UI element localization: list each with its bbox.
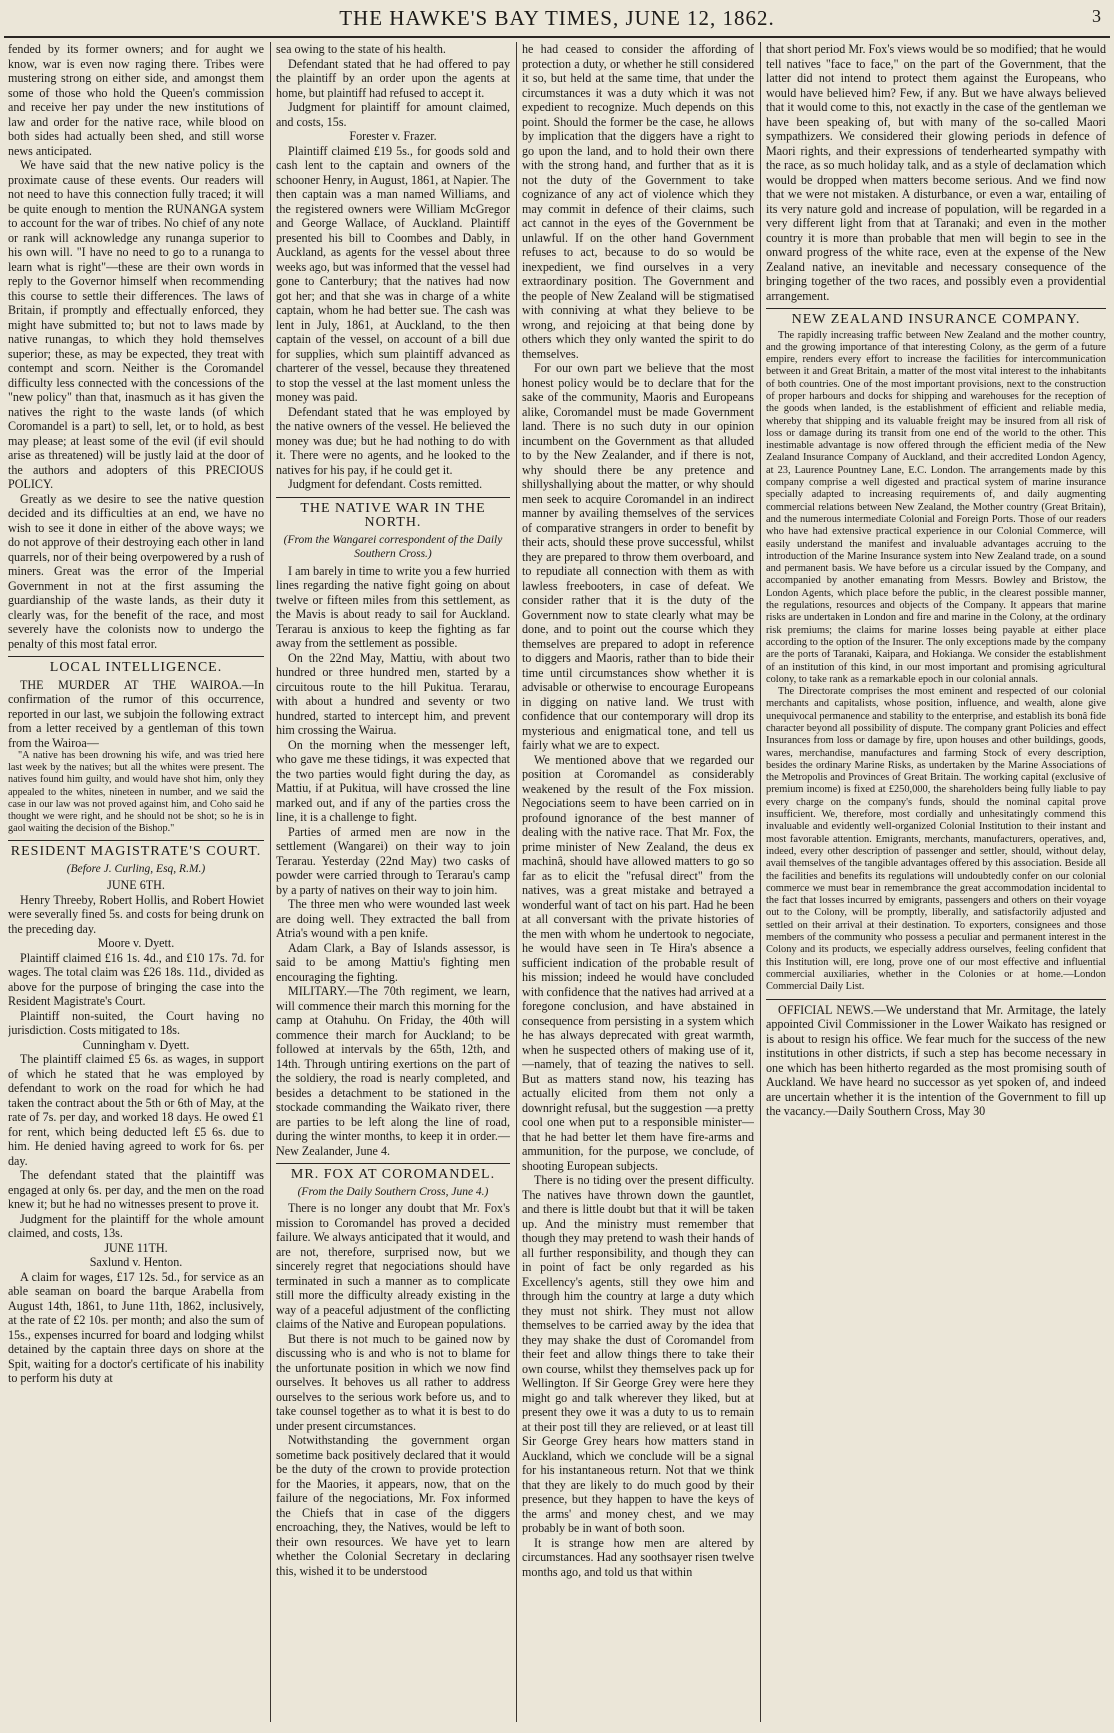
column-divider: [516, 42, 517, 1722]
column-2: [276, 42, 510, 1722]
paragraph: There is no longer any doubt that Mr. Fox's mission to Coromandel has proved a decided failure. We always anticipated that it would, and are not, therefore, surprised now, but we sincerely regret that negociations should have terminated in such a manner as to complicate still more the difficulty already existing in the way of a peaceful adjustment of the conflicting claims of the Native and European populations.: [276, 1201, 510, 1331]
article-divider: [8, 840, 264, 841]
column-divider: [760, 42, 761, 1722]
paragraph: Plaintiff non-suited, the Court having no jurisdiction. Costs mitigated to 18s.: [8, 1008, 264, 1038]
paragraph: Parties of armed men are now in the settlement (Wangarei) on their way to join Terarau. Yesterday (22nd May) two casks of powder were carried through to Terarau's camp by a party of natives on their way to join him.: [276, 824, 510, 897]
article-source-line: (From the Wangarei correspondent of the Daily Southern Cross.): [283, 533, 503, 560]
paragraph: On the morning when the messenger left, who gave me these tidings, it was expected that the two parties would fight during the day, as Mattiu, if at Pukitua, will have crossed the line marked out, and if any of the parties cross the line, it is a challenge to fight.: [276, 737, 510, 824]
paragraph: The Directorate comprises the most eminent and respected of our colonial merchants and capitalists, whose position, influence, and wealth, alone give unequivocal permanence and stability to the enterprise, and establish its bonâ fide character beyond all possibility of dispute. The company grant Policies and effect Insurances from loss or damage by fire, upon houses and other buildings, goods, wares, merchandise, manufactures and farming Stock of every description, besides the ordinary Marine Risks, as undertaken by the Marine Associations of the Metropolis and Provinces of Great Britain. The working capital (exclusive of premium income) is fixed at £250,000, the shareholders being fully liable to pay every charge on the company's funds, should the nominal capital prove insufficient. We, therefore, most cordially and unhesitatingly commend this invaluable and evidently well-organized Colonial Institution to their instant and most favorable attention. Emigrants, merchants, manufacturers, operatives, and, indeed, every other description of passenger and settler, should, without delay, avail themselves of the tangible advantages offered by this association. Beside all the facilities and benefits its regulations will undoubtedly confer on our colonial commerce we must bear in remembrance the great accommodation incidental to the fact that losses incurred by emigrants, passengers and others on their voyage out to the Colony, will be promptly, liberally, and satisfactorily adjusted and settled on their arrival at their destination. To exporters, consignees and those members of the community who possess a peculiar and permanent interest in the Colony and its products, we especially address ourselves, feeling confident that this Institution will, ere long, prove one of our most effective and influential commercial auxiliaries, whether in the Colonies or at home.—London Commercial Daily List.: [766, 686, 1106, 993]
column-1: [8, 42, 264, 1722]
article-divider: [8, 656, 264, 657]
paragraph: It is strange how men are altered by circumstances. Had any soothsayer risen twelve months ago, and told us that within: [522, 1535, 754, 1579]
column-4: [766, 42, 1106, 1722]
case-heading: Moore v. Dyett.: [97, 936, 175, 951]
paragraph: The rapidly increasing traffic between New Zealand and the mother country, and the growing importance of that interesting Colony, as the germ of a future empire, renders every effort to increase the facilities for intercommunication between it and Great Britain, a matter of the most vital interest to the inhabitants of both countries. One of the most important provisions, next to the construction of proper harbours and docks for shipping and warehouses for the reception of the goods when landed, is the establishment of efficient and reliable media, whereby that shipping and its valuable freight may be insured from all risk of loss or damage during its transit from one end of the world to the other. This inestimable advantage is now offered through the efficient media of the New Zealand Insurance Company of Auckland, and their accredited London Agency, at 23, Laurence Pountney Lane, E.C. London. The arrangements made by this company comprise a well digested and practical system of marine insurance specially adapted to increasing requirements of, and daily augmenting commercial relations between New Zealand, the Mother country (Great Britain), and the numerous intermediate Colonial and Foreign Ports. Those of our readers who have had extensive practical experience in our Colonial Commerce, will easily understand the manifest and invaluable advantages accruing to the introduction of the Marine Insurance system into New Zealand trade, on a sound and permanent basis. We have before us a circular issued by the Company, and accompanied by another emanating from Messrs. Bowley and Bristow, the London Agents, which place before the public, in the clearest possible manner, the regulations, resources and objects of the Company. It appears that marine risks are undertaken in London and fire and marine in the Colony, at the ordinary risk premiums; the claims for marine losses being payable at either place according to the option of the Insurer. The only exceptions made by the company are the ports of Taranaki, Kaipara, and Hokianga. We consider the establishment of an institution of this kind, in our most important and promising agricultural colony, to take rank as a remarkable epoch in our colonial annals.: [766, 329, 1106, 685]
case-heading: Forester v. Frazer.: [349, 129, 437, 143]
article-headline: NEW ZEALAND INSURANCE COMPANY.: [791, 312, 1081, 327]
masthead-title: THE HAWKE'S BAY TIMES, JUNE 12, 1862.: [339, 6, 775, 30]
paragraph: Notwithstanding the government organ sometime back positively declared that it would be the duty of the crown to provide protection for the Maories, it appears, now, that on the failure of the negociations, Mr. Fox informed the Chiefs that in case of the diggers encroaching, they, the Natives, would be left to their own resources. We have yet to learn whether the Colonial Secretary in declaring this, wished it to be understood: [276, 1433, 510, 1578]
paragraph: There is no tiding over the present difficulty. The natives have thrown down the gauntlet, and there is little doubt but that it will be taken up. And the ministry must remember that though they may pretend to wash their hands of all further responsibility, and though they can in point of fact be only regarded as his Excellency's agents, still they owe him and through him the country at large a duty which they must not shirk. They must not allow themselves to be carried away by the idea that they may shake the dust of Coromandel from their feet and allow things there to take their own course, whilst they themselves pack up for Wellington. If Sir George Grey were here they might go and talk wherever they liked, but at present they owe it was a duty to us to remain at their post till they are relieved, or at least till Sir George Grey hears how matters stand in Auckland, which we conclude will be a signal for his instantaneous return. Not that we think that they are likely to do much good by their presence, but they happen to have the keys of the arms' and money chest, and we may probably be in want of both soon.: [522, 1173, 754, 1535]
case-heading: JUNE 11TH.: [104, 1240, 168, 1255]
paragraph: We have said that the new native policy is the proximate cause of these events. Our readers will not need to have this connection fully traced; it will be quite enough to mention the RUNANGA system to account for the war of tribes. No chief of any note or rank will acknowledge any runanga superior to his own will. "I have no need to go to a runanga to learn what is right"—these are their own words in reply to the Governor himself when recommending this course to settle their differences. The laws of Britain, if promptly and effectually enforced, they might have submitted to; but not to laws made by native runangas, to which they hold themselves superior; these, as may be expected, they treat with contempt and scorn. Neither is the Coromandel difficulty less connected with the concessions of the "new policy" than that, inasmuch as it has given the natives the right to the waste lands (of which Coromandel is a part) to sell, let, or to hold, as best may please; at least some of the evil (if evil should arise as threatened) will be justly laid at the door of the authors and adopters of this PRECIOUS POLICY.: [8, 158, 264, 491]
paragraph: I am barely in time to write you a few hurried lines regarding the native fight going on about twelve or fifteen miles from this settlement, as the Mavis is about ready to sail for Auckland. Terarau is anxious to keep the fighting as far away from the settlement as possible.: [276, 563, 510, 650]
paragraph: THE MURDER AT THE WAIROA.—In confirmation of the rumor of this occurrence, reported in our last, we subjoin the following extract from a letter received by a gentleman of this town from the Wairoa—: [8, 677, 264, 750]
paragraph: The three men who were wounded last week are doing well. They extracted the ball from Atria's wound with a pen knife.: [276, 897, 510, 940]
paragraph: sea owing to the state of his health.: [276, 42, 446, 56]
paragraph: Judgment for plaintiff for amount claimed, and costs, 15s.: [276, 100, 510, 129]
paragraph: We mentioned above that we regarded our position at Coromandel as considerably weakened by the result of the Fox mission. Negociations seem to have been carried on in profound ignorance of the best manner of dealing with the native race. That Mr. Fox, the prime minister of New Zealand, the deus ex machinâ, should have allowed matters to go so far as to elicit the "refusal direct" from the natives, was a great mistake and betrayed a wonderful want of tact on his part. Had he been at all conversant with the private histories of the men with whom he undertook to negociate, he would have seen in Te Hira's absence a sufficient indication of the probable result of his mission; indeed he would have concluded with confidence that the natives had arrived at a foregone conclusion, and have abstained in consequence from persisting in a system which he has always deprecated with great warmth, when he suspected others of making use of it,—namely, that of teazing the natives to sell. But as matters stand now, his teazing has actually elicited from them not only a downright refusal, but the suggestion —a pretty cool one when put to a responsible minister—that he had better let them have fire-arms and ammunition, for the purpose, we conclude, of shooting European subjects.: [522, 752, 754, 1173]
paragraph: The defendant stated that the plaintiff was engaged at only 6s. per day, and the men on the road knew it; but he had no witnesses present to prove it.: [8, 1168, 264, 1212]
paragraph: Judgment for the plaintiff for the whole amount claimed, and costs, 13s.: [8, 1211, 264, 1241]
article-headline: THE NATIVE WAR IN THE NORTH.: [300, 500, 486, 530]
page-number: 3: [1092, 6, 1102, 26]
paragraph: "A native has been drowning his wife, and was tried here last week by the natives; but all the whites were present. The natives found him guilty, and would have shot him, only they appealed to the whites, nineteen in number, and we said the case in our law was not proved against him, and Coho said he thought we were right, and he should not be shot; so he is in gaol waiting the decision of the Bishop.": [8, 750, 264, 835]
paragraph: Adam Clark, a Bay of Islands assessor, is said to be among Mattiu's fighting men encouraging the fighting.: [276, 940, 510, 984]
paragraph: Henry Threeby, Robert Hollis, and Robert Howiet were severally fined 5s. and costs for being drunk on the preceding day.: [8, 892, 264, 936]
paragraph: A claim for wages, £17 12s. 5d., for service as an able seaman on board the barque Arabella from August 14th, 1861, to June 11th, 1862, inclusively, at the rate of £2 10s. per month; and also the sum of 15s., expenses incurred for board and lodging whilst detained by the captain three days on shore at the Spit, waiting for a doctor's certificate of his inability to perform his duty at: [8, 1269, 264, 1386]
paragraph: OFFICIAL NEWS.—We understand that Mr. Armitage, the lately appointed Civil Commissioner in the Lower Waikato has resigned or is about to resign his office. We fear much for the success of the new institutions in other districts, if such a step has become necessary in one which has been hitherto regarded as the most promising south of Auckland. We have heard no successor as yet spoken of, and indeed are uncertain whether it is the intention of the Government to fill up the vacancy.—Daily Southern Cross, May 30: [766, 1002, 1106, 1119]
paragraph: Plaintiff claimed £19 5s., for goods sold and cash lent to the captain and owners of the schooner Henry, in August, 1861, at Napier. The then captain was a man named Williams, and the registered owners were William McGregor and George Wallace, of Auckland. Plaintiff presented his bill to Coombes and Dably, in Auckland, as agents for the vessel about three weeks ago, but was informed that the vessel had gone to Canterbury; that the natives had now got her; and that she was in charge of a white captain, whom he had better sue. The cash was lent in July, 1861, at Auckland, to the then captain of the vessel, on account of a bill due for supplies, which sum plaintiff advanced as charterer of the vessel, because they threatened to stop the vessel at the last moment unless the money was paid.: [276, 143, 510, 404]
article-divider: [766, 308, 1106, 309]
paragraph: he had ceased to consider the affording of protection a duty, or whether he still considered it so, but held at the same time, that under the circumstances it was a duty which it was not expedient to recognize. Much depends on this point. Should the former be the case, he allows by implication that the diggers have a right to go upon the land, and to hold their own there with the strong hand, and further that as it is not the duty of the Government to take cognizance of any act of violence which they may commit in defence of their claims, such act cannot in the eyes of the Government be unlawful. If on the other hand Government refuses to act, because to do so would be inexpedient, we find ourselves in a very extraordinary position. The Government and the people of New Zealand will be stigmatised with conniving at what they believe to be wrong, and rejoicing at that being done by others which they only wanted the spirit to do themselves.: [522, 42, 754, 361]
paragraph: But there is not much to be gained now by discussing who is and who is not to blame for the unfortunate position in which we now find ourselves. It behoves us all rather to address ourselves to the serious work before us, and to take counsel together as to what it is best to do under present circumstances.: [276, 1331, 510, 1433]
article-headline: LOCAL INTELLIGENCE.: [49, 660, 223, 675]
paragraph: Defendant stated that he had offered to pay the plaintiff by an order upon the agents at home, but plaintiff had refused to accept it.: [276, 56, 510, 100]
paragraph: Judgment for defendant. Costs remitted.: [288, 477, 483, 491]
article-source-line: (Before J. Curling, Esq, R.M.): [66, 862, 206, 875]
paragraph: For our own part we believe that the most honest policy would be to declare that for the sake of the community, Maoris and Europeans alike, Coromandel must be made Government land. There is no such duty in our opinion incumbent on the Government as that alluded to by the New Zealander, and if there is not, why should there be any pretence and shillyshallying about the matter, or why should men seek to acquire Coromandel in an indirect manner by availing themselves of the services of comparative strangers in order to benefit by their acts, should these prove successful, whilst they are prepared to throw them overboard, and to repudiate all connection with them as with lawless freebooters, in case of defeat. We consider rather that it is the duty of the Government now to state clearly what may be done, and to point out the course which they themselves are prepared to adopt in reference to diggers and Maoris, rather than to bide their time until circumstances show whether it is advisable or otherwise to encourage Europeans in digging on native land. We trust with confidence that our contemporary will drop its mysterious and enigmatical tone, and tell us fairly what we are to expect.: [522, 361, 754, 752]
masthead-rule: [4, 36, 1110, 38]
paragraph: Defendant stated that he was employed by the native owners of the vessel. He believed the money was due; but he had nothing to do with it. There were no agents, and he looked to the natives for his pay, if he could get it.: [276, 404, 510, 477]
article-divider: [276, 1163, 510, 1164]
paragraph: Plaintiff claimed £16 1s. 4d., and £10 17s. 7d. for wages. The total claim was £26 18s. 11d., divided as above for the purpose of bringing the case into the Resident Magistrate's Court.: [8, 950, 264, 1009]
paragraph: The plaintiff claimed £5 6s. as wages, in support of which he stated that he was employed by defendant to work on the road for which he had taken the contract about the 5th or 6th of May, at the rate of 7s. per day, and worked 18 days. He owed £1 for rent, which being deducted left £5 6s. due to him. He denied having agreed to work for 6s. per day.: [8, 1052, 264, 1168]
masthead: [0, 6, 1114, 36]
article-headline: MR. FOX AT COROMANDEL.: [290, 1167, 496, 1182]
case-heading: JUNE 6TH.: [107, 878, 165, 893]
paragraph: On the 22nd May, Mattiu, with about two hundred or three hundred men, started by a circuitous route to the hill Pukitua. Terarau, with about a hundred and seventy or two hundred, started to intercept him, and prevent him crossing the Wairua.: [276, 650, 510, 737]
column-3: [522, 42, 754, 1722]
case-heading: Saxlund v. Henton.: [89, 1255, 183, 1270]
article-headline: RESIDENT MAGISTRATE'S COURT.: [10, 844, 262, 860]
article-divider: [766, 999, 1106, 1000]
paragraph: Greatly as we desire to see the native question decided and its difficulties at an end, we have no wish to see it done in either of the above ways; we do not approve of their destroying each other in land quarrels, nor of their being overpowered by a rush of miners. Great was the error of the Imperial Government in not at the first assuming the guardianship of the waste lands, as their duty it clearly was, for the benefit of the race, and most severely have the colonists now to undergo the penalty of this most fatal error.: [8, 491, 264, 651]
paragraph: fended by its former owners; and for aught we know, war is even now raging there. Tribes were mustering strong on either side, and amongst them some of those who hold the Queen's commission and receive her pay under the new institutions of law and order for the native race, while blood on both sides had actually been shed, and still worse news anticipated.: [8, 42, 264, 158]
paragraph: MILITARY.—The 70th regiment, we learn, will commence their march this morning for the camp at Otahuhu. On Friday, the 40th will commence their march for Auckland; to be followed at intervals by the 65th, 12th, and 14th. Through untiring exertions on the part of the soldiery, the road is nearly completed, and besides a detachment to be stationed in the stockade commanding the Waikato river, there are parties to be left along the line of road, during the winter months, to keep it in order.—New Zealander, June 4.: [276, 984, 510, 1158]
column-divider: [270, 42, 271, 1722]
paragraph: that short period Mr. Fox's views would be so modified; that he would tell natives "face to face," on the part of the Government, that the latter did not intend to protect them against the Europeans, who would have believed him? Few, if any. But we have always believed that it would come to this, not exactly in the case of the gentleman we have been speaking of, but with many of the so-called Maori sympathizers. We considered their glowing periods in defence of Maori rights, and their expressions of tenderhearted sympathy with the race, as so much holiday talk, and as a style of declamation which would be dropped when matters become serious. And we find now that we were not mistaken. A disturbance, or even a war, entailing of its very nature gold and increase of population, will be regarded in a very different light from that at Taranaki; and even in the mother country it is more than probable that men will begin to see in the onward progress of the white race, even at the expense of the New Zealand native, an inevitable and necessary consequence of the bringing together of the two races, and possibly even a providential arrangement.: [766, 42, 1106, 303]
article-source-line: (From the Daily Southern Cross, June 4.): [297, 1185, 489, 1198]
case-heading: Cunningham v. Dyett.: [82, 1037, 190, 1052]
article-divider: [276, 497, 510, 498]
